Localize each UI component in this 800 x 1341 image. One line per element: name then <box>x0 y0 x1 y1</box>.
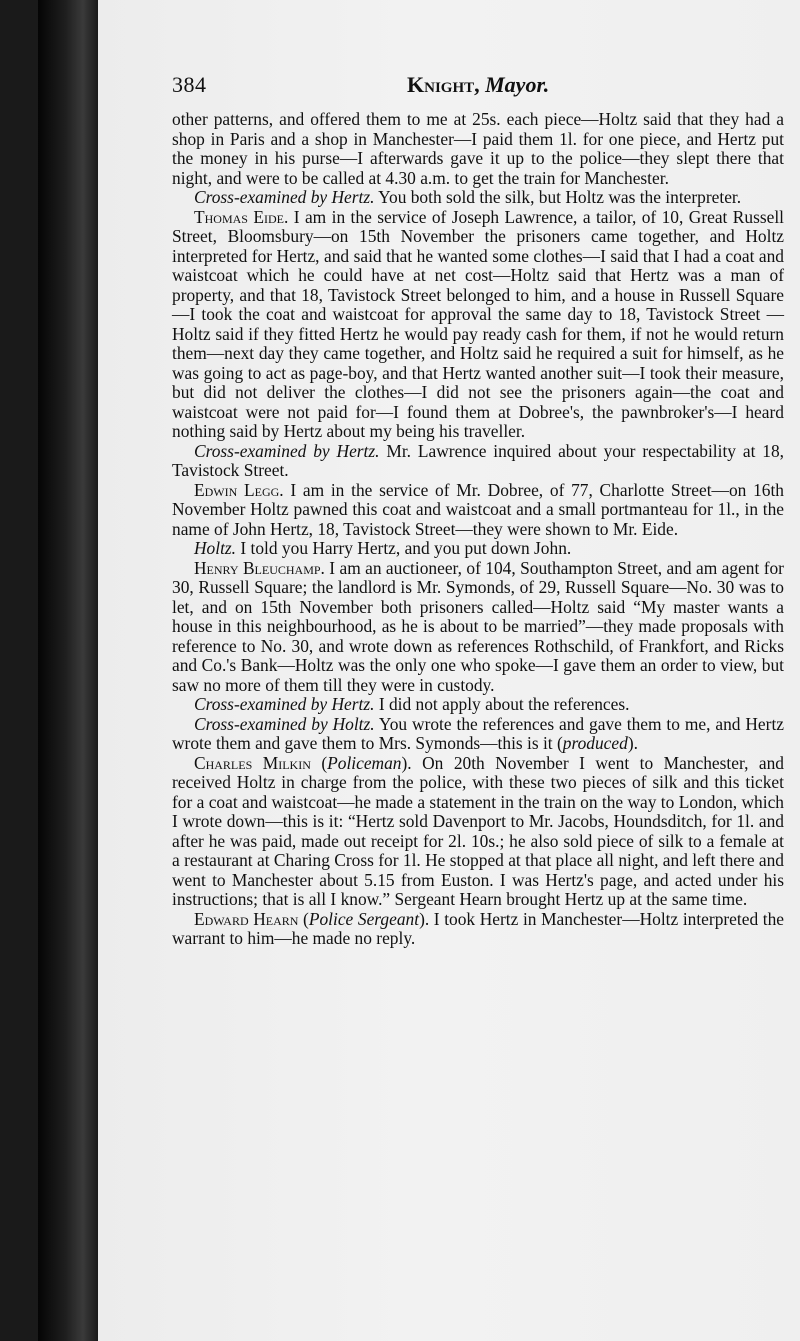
page-body-text <box>172 110 784 949</box>
paragraph <box>172 910 784 949</box>
paragraph <box>172 539 784 559</box>
paragraph-text: You wrote the references and gave them to me, and Hertz wrote them and gave them to Mrs. Symonds—this is it ( <box>172 713 784 753</box>
paragraph <box>172 481 784 540</box>
paragraph-text: I am in the service of Joseph Lawrence, a tailor, of 10, Great Russell Street, Bloomsbury—on 15th November the prisoners came together, and Holtz interpreted for Hertz, and said that he wanted some clothes—I said that I had a coat and waistcoat which he could have at net cost—Holtz said that Hertz was a man of property, and that 18, Tavistock Street belonged to him, and a house in Russell Square—I took the coat and waistcoat for approval the same day to 18, Tavistock Street —Holtz said if they fitted Hertz he would pay ready cash for them, if not he would return them—next day they came together, and Holtz said he required a suit for himself, as he was going to act as page-boy, and that Hertz wanted another suit—I took their measure, but did not deliver the clothes—I did not see the prisoners again—the coat and waistcoat were not paid for—I found them at Dobree's, the pawnbroker's—I heard nothing said by Hertz about my being his traveller. <box>172 206 784 441</box>
paragraph-text: ). On 20th November I went to Manchester, and received Holtz in charge from the police, with these two pieces of silk and this ticket for a coat and waistcoat—he made a statement in the train on the way to London, which I wrote down—this is it: “Hertz sold Davenport to Mr. Jacobs, Houndsditch, for 1l. and after he was paid, made out receipt for 2l. 10s.; he also sold piece of silk to a female at a restaurant at Charing Cross for 1l. He stopped at that place all night, and left there and went to Manchester about 5.15 from Euston. I was Hertz's page, and acted under his instructions; that is all I know.” Sergeant Hearn brought Hertz up at the same time. <box>172 752 784 909</box>
speaker-name: Thomas Eide. <box>194 206 289 227</box>
paragraph <box>172 695 784 715</box>
paragraph <box>172 110 784 188</box>
paragraph <box>172 442 784 481</box>
italic-text: Holtz. <box>194 538 237 558</box>
italic-text: Cross-examined by Hertz. <box>194 694 375 714</box>
paragraph <box>172 754 784 910</box>
speaker-name: Edward Hearn <box>194 908 299 929</box>
paragraph <box>172 559 784 696</box>
speaker-name: Edwin Legg. <box>194 479 284 500</box>
italic-text: Cross-examined by Holtz. <box>194 713 375 734</box>
paragraph <box>172 188 784 208</box>
paragraph-text: You both sold the silk, but Holtz was the interpreter. <box>374 187 742 207</box>
running-head-name: Knight, <box>407 72 480 97</box>
italic-text: produced <box>562 733 628 753</box>
italic-text: Policeman <box>327 752 402 773</box>
italic-text: Cross-examined by Hertz. <box>194 440 380 461</box>
book-binding-shadow <box>38 0 98 1341</box>
paragraph-text: Mr. Lawrence inquired about your respectability at 18, Tavistock Street. <box>172 440 785 480</box>
running-head <box>407 72 549 98</box>
paragraph-text: ). I took Hertz in Manchester—Holtz interpreted the warrant to him—he made no reply. <box>172 908 784 948</box>
page-header <box>172 66 784 102</box>
paragraph-text: I did not apply about the references. <box>374 694 630 714</box>
paragraph-text: other patterns, and offered them to me at 25s. each piece—Holtz said that they had a shop in Paris and a shop in Manchester—I paid them 1l. for one piece, and Hertz put the money in his purse—I afterwards gave it up to the police—they slept there that night, and were to be called at 4.30 a.m. to get the train for Manchester. <box>172 109 784 188</box>
speaker-name: Henry Bleuchamp. <box>194 557 325 578</box>
paragraph <box>172 715 784 754</box>
speaker-name: Charles Milkin <box>194 752 311 773</box>
paragraph-text: I am in the service of Mr. Dobree, of 77, Charlotte Street—on 16th November Holtz pawned this coat and waistcoat and a small portmanteau for 1l., in the name of John Hertz, 18, Tavistock Street—they were shown to Mr. Eide. <box>172 479 784 539</box>
paragraph-text: ). <box>627 733 638 753</box>
paragraph-text: ( <box>298 908 309 929</box>
paragraph-text: I am an auctioneer, of 104, Southampton Street, and am agent for 30, Russell Square; the landlord is Mr. Symonds, of 29, Russell Square—No. 30 was to let, and on 15th November both prisoners called—Holtz said “My master wants a house in this neighbourhood, as he is about to be married”—they made proposals with reference to No. 30, and wrote down as references Rothschild, of Frankfort, and Ricks and Co.'s Bank—Holtz was the only one who spoke—I gave them an order to view, but saw no more of them till they were in custody. <box>172 557 784 695</box>
paragraph <box>172 208 784 442</box>
italic-text: Cross-examined by Hertz. <box>194 187 375 207</box>
paragraph-text: ( <box>310 752 328 773</box>
italic-text: Police Sergeant <box>308 908 420 929</box>
running-head-title: Mayor. <box>485 72 550 97</box>
paragraph-text: I told you Harry Hertz, and you put down John. <box>236 538 572 558</box>
page-number: 384 <box>172 72 207 97</box>
